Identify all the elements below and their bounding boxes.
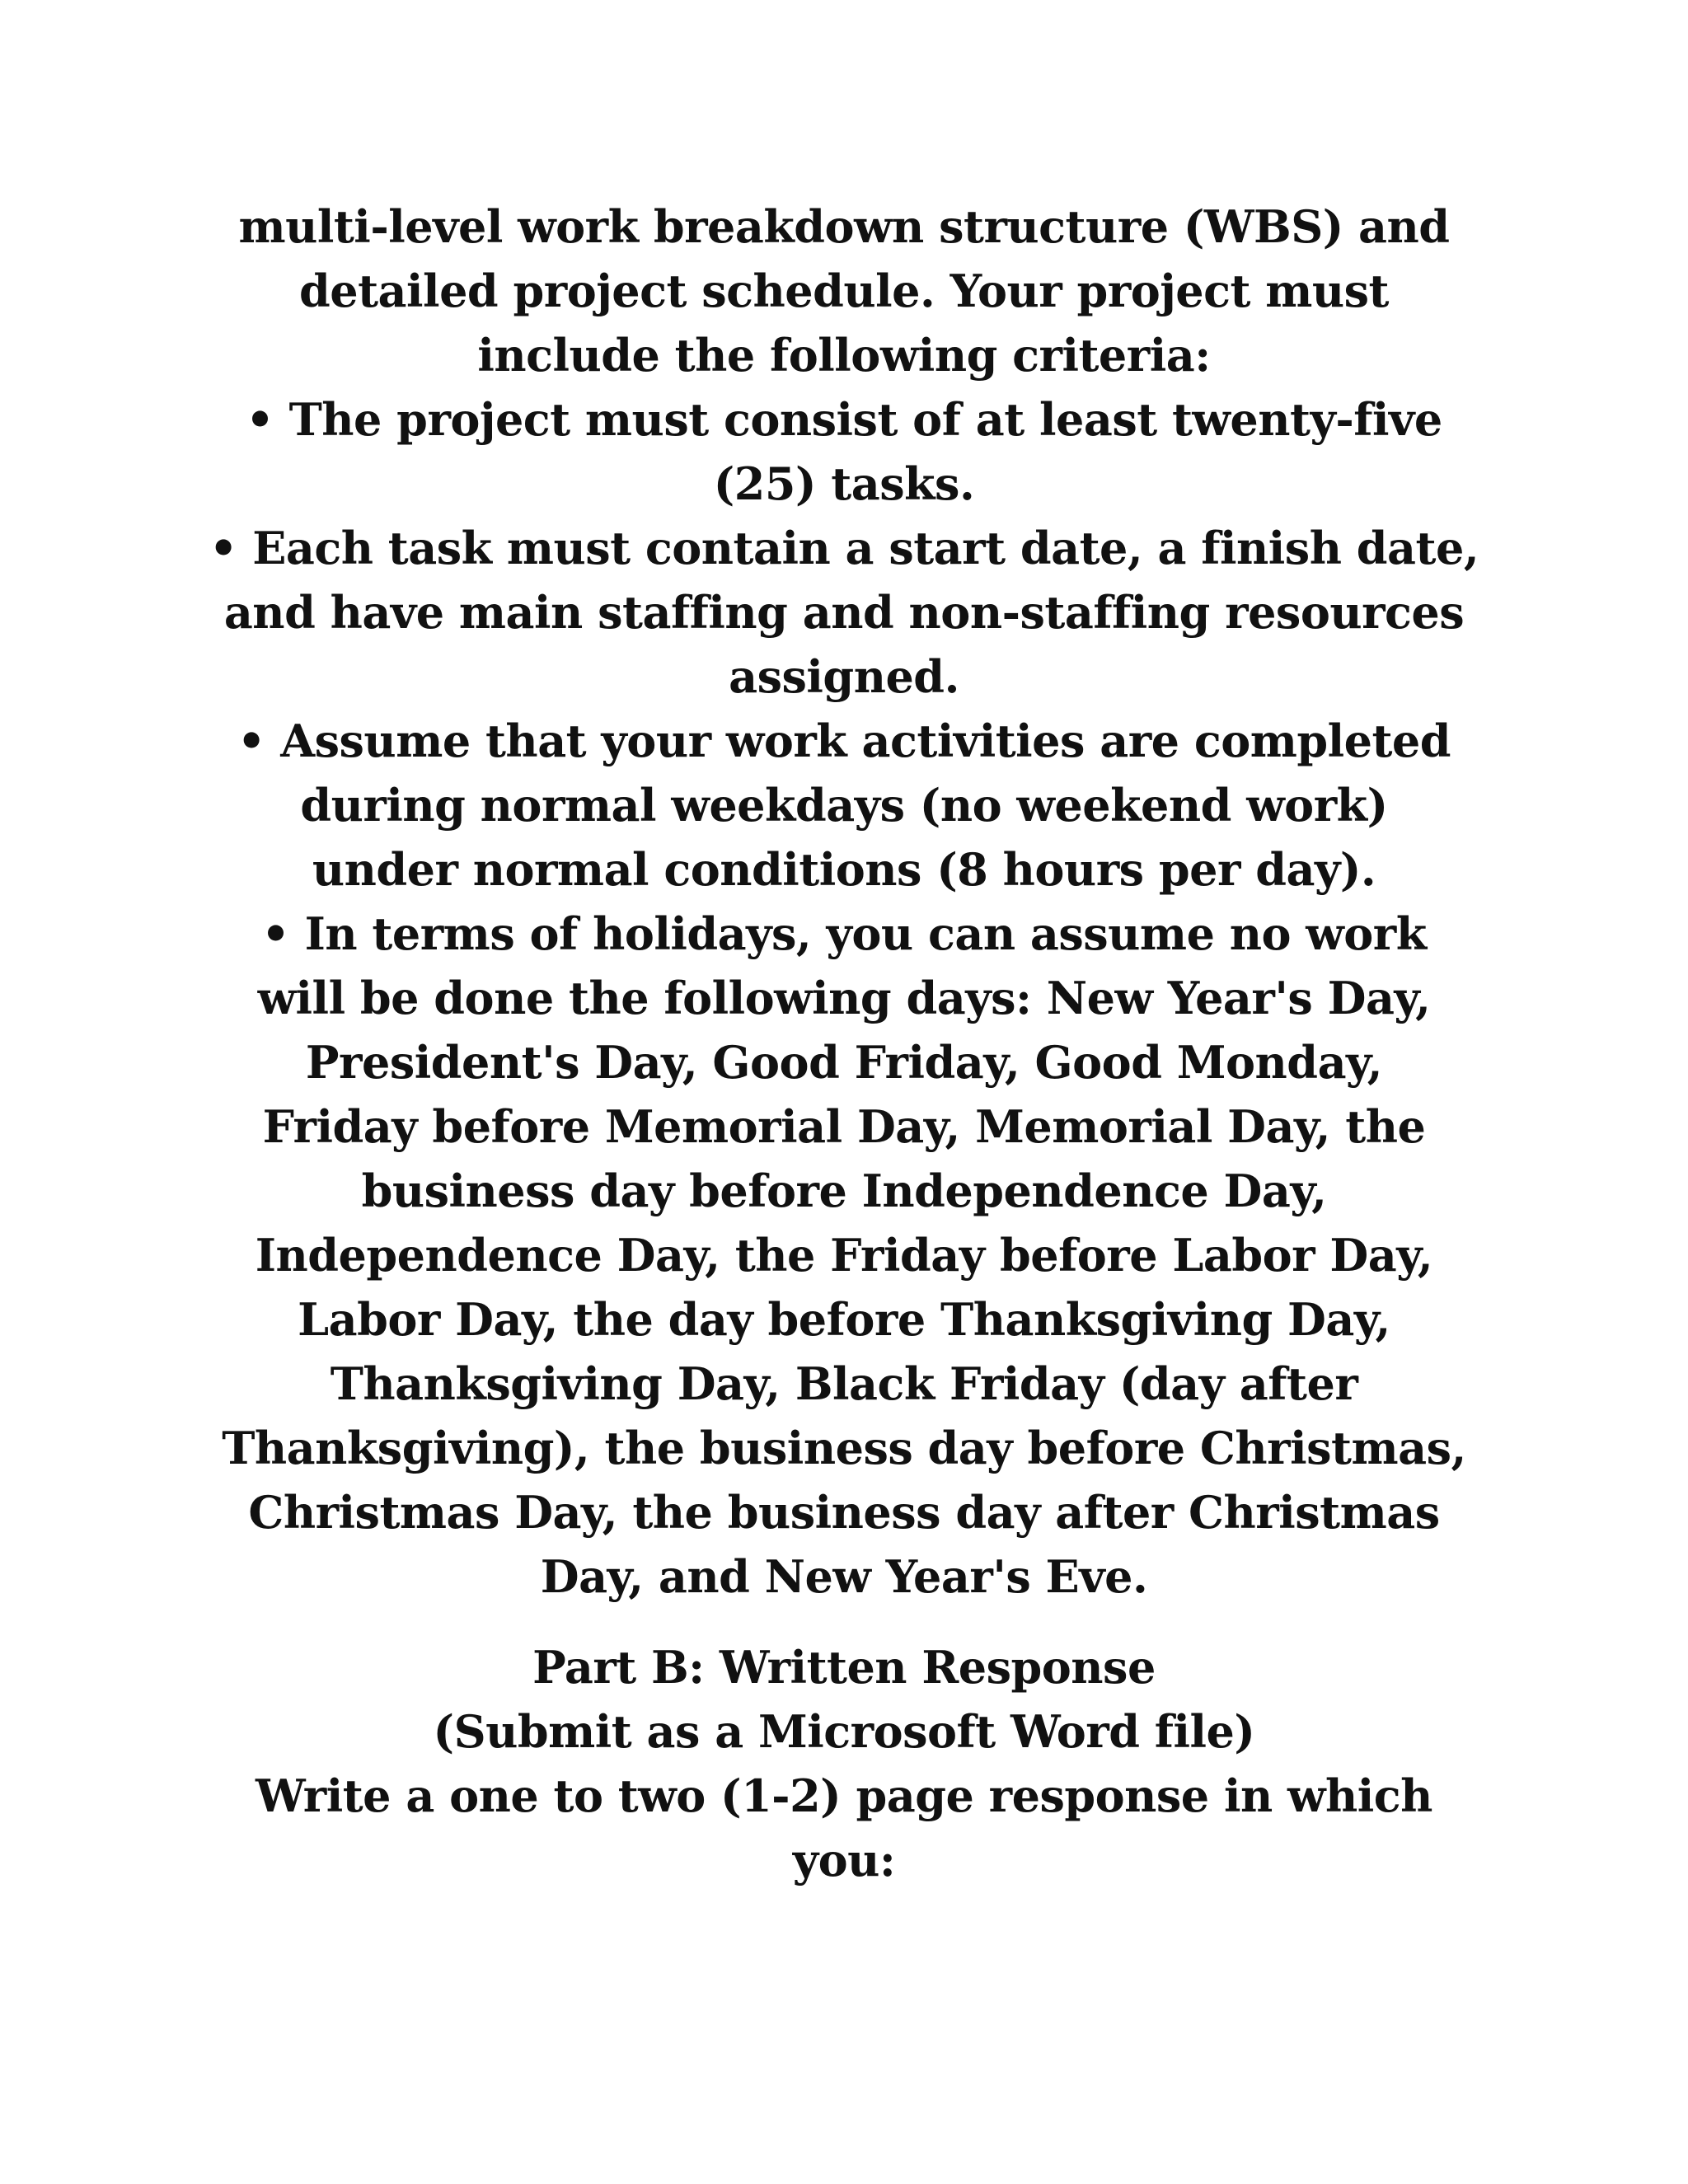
criteria-line: will be done the following days: New Year's Day,	[257, 972, 1431, 1024]
criteria-line: under normal conditions (8 hours per day).	[312, 843, 1376, 896]
criteria-line: • The project must consist of at least twenty-five	[246, 393, 1442, 446]
criteria-line: President's Day, Good Friday, Good Monday,	[305, 1036, 1383, 1089]
criteria-line: • Assume that your work activities are completed	[237, 715, 1451, 767]
document-page	[165, 194, 1523, 1892]
criteria-line: • In terms of holidays, you can assume no work	[261, 907, 1427, 960]
intro-line: detailed project schedule. Your project must	[299, 265, 1389, 317]
intro-line: include the following criteria:	[477, 329, 1211, 382]
criteria-line: Christmas Day, the business day after Christmas	[248, 1486, 1440, 1539]
part-b-section	[165, 1635, 1523, 1892]
criteria-line: Friday before Memorial Day, Memorial Day, the	[262, 1100, 1426, 1153]
intro-paragraph	[165, 194, 1523, 387]
criteria-item-holidays	[165, 902, 1523, 1609]
criteria-list	[165, 387, 1523, 1609]
criteria-line: Independence Day, the Friday before Labor Day,	[255, 1229, 1433, 1282]
part-b-instruction-line: Write a one to two (1-2) page response in which	[256, 1769, 1432, 1822]
criteria-line: (25) tasks.	[713, 457, 975, 510]
criteria-line: assigned.	[729, 650, 959, 703]
intro-line: multi-level work breakdown structure (WBS) and	[238, 200, 1450, 253]
criteria-line: business day before Independence Day,	[361, 1165, 1327, 1217]
part-b-title: Part B: Written Response	[532, 1641, 1156, 1694]
criteria-item-weekdays	[165, 709, 1523, 902]
criteria-line: Labor Day, the day before Thanksgiving Day,	[298, 1293, 1390, 1346]
criteria-line: • Each task must contain a start date, a finish date,	[209, 522, 1479, 574]
criteria-line: Thanksgiving), the business day before Christmas,	[222, 1422, 1466, 1474]
criteria-line: during normal weekdays (no weekend work)	[300, 779, 1388, 832]
part-b-instruction-line: you:	[792, 1834, 896, 1886]
criteria-item-task-dates	[165, 516, 1523, 709]
criteria-line: Day, and New Year's Eve.	[540, 1550, 1148, 1603]
criteria-line: Thanksgiving Day, Black Friday (day after	[330, 1357, 1358, 1410]
criteria-line: and have main staffing and non-staffing resources	[223, 586, 1465, 639]
criteria-item-task-count	[165, 387, 1523, 516]
part-b-subtitle: (Submit as a Microsoft Word file)	[433, 1705, 1255, 1758]
